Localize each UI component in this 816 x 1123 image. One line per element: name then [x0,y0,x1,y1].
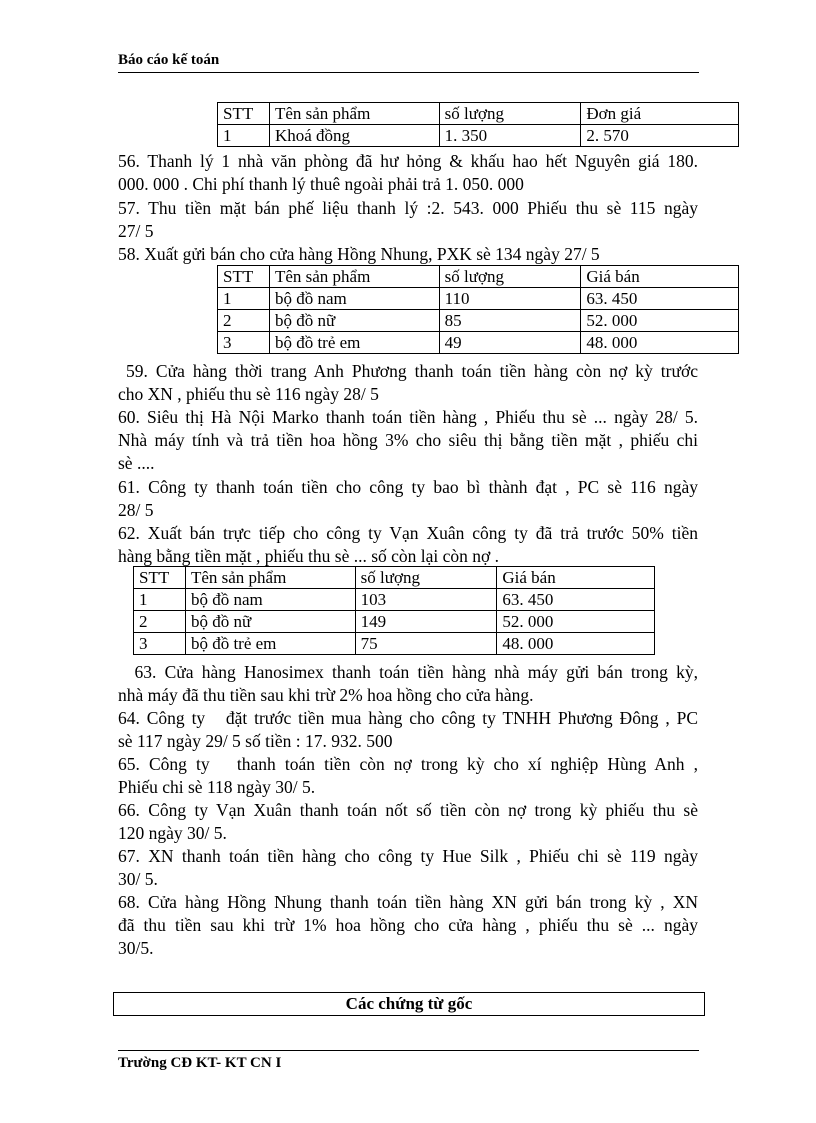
item-58-line-1: 58. Xuất gửi bán cho cửa hàng Hồng Nhung, PXK sè 134 ngày 27/ 5 [118,244,600,264]
item-67-line-1: 67. XN thanh toán tiền hàng cho công ty Hue Silk , Phiếu chi sè 119 ngày [118,846,698,866]
table-header-cell: STT [218,103,270,125]
table-cell: 63. 450 [581,288,739,310]
table-row [218,310,739,332]
table-cell: 149 [355,611,497,633]
table-cell: 2 [218,310,270,332]
item-62-line-2: hàng bằng tiền mặt , phiếu thu sè ... số còn lại còn nợ . [118,546,500,566]
item-61-line-1: 61. Công ty thanh toán tiền cho công ty bao bì thành đạt , PC sè 116 ngày [118,477,698,497]
item-68-line-2: đã thu tiền sau khi trừ 1% hoa hồng cho cửa hàng , phiếu thu sè ... ngày [118,915,698,935]
table-row [134,589,655,611]
table-header-cell: số lượng [355,567,497,589]
item-60-line-1: 60. Siêu thị Hà Nội Marko thanh toán tiền hàng , Phiếu thu sè ... ngày 28/ 5. [118,407,698,427]
table-header-row [134,567,655,589]
table-cell: 48. 000 [581,332,739,354]
table-cell: 1 [134,589,186,611]
table-row [134,611,655,633]
table-cell: 103 [355,589,497,611]
table-cell: 3 [218,332,270,354]
table-cell: 63. 450 [497,589,655,611]
table-cell: 52. 000 [497,611,655,633]
item-57-line-2: 27/ 5 [118,221,154,241]
item-63-line-1: 63. Cửa hàng Hanosimex thanh toán tiền hàng nhà máy gửi bán trong kỳ, [118,662,698,682]
item-57-line-1: 57. Thu tiền mặt bán phế liệu thanh lý :2. 543. 000 Phiếu thu sè 115 ngày [118,198,698,218]
table-cell: bộ đồ trẻ em [269,332,439,354]
header-rule [118,72,699,73]
table-row [218,332,739,354]
table-row [218,125,739,147]
item-60-line-3: sè .... [118,453,155,473]
item-66-line-1: 66. Công ty Vạn Xuân thanh toán nốt số tiền còn nợ trong kỳ phiếu thu sè [118,800,698,820]
product-table-2 [217,265,739,354]
table-header-cell: Tên sản phẩm [185,567,355,589]
table-row [134,633,655,655]
table-cell: 1. 350 [439,125,581,147]
item-65-line-2: Phiếu chi sè 118 ngày 30/ 5. [118,777,316,797]
table-cell: 2 [134,611,186,633]
product-table-3 [133,566,655,655]
table-cell: 2. 570 [581,125,739,147]
item-68-line-1: 68. Cửa hàng Hồng Nhung thanh toán tiền hàng XN gửi bán trong kỳ , XN [118,892,698,912]
item-63-line-2: nhà máy đã thu tiền sau khi trừ 2% hoa hồng cho cửa hàng. [118,685,534,705]
table-header-row [218,103,739,125]
page-header: Báo cáo kế toán [118,52,220,68]
table-header-cell: Tên sản phẩm [269,103,439,125]
table-cell: 49 [439,332,581,354]
table-cell: bộ đồ trẻ em [185,633,355,655]
section-title-box: Các chứng từ gốc [113,992,705,1016]
table-header-cell: Giá bán [581,266,739,288]
table-cell: 52. 000 [581,310,739,332]
table-cell: 48. 000 [497,633,655,655]
item-68-line-3: 30/5. [118,938,154,958]
page-footer: Trường CĐ KT- KT CN I [118,1055,282,1071]
table-cell: 110 [439,288,581,310]
table-header-cell: Giá bán [497,567,655,589]
item-59-line-1: 59. Cửa hàng thời trang Anh Phương thanh toán tiền hàng còn nợ kỳ trước [118,361,698,381]
item-61-line-2: 28/ 5 [118,500,154,520]
item-56-line-2: 000. 000 . Chi phí thanh lý thuê ngoài phải trả 1. 050. 000 [118,174,524,194]
table-row [218,288,739,310]
table-header-row [218,266,739,288]
item-64-line-1: 64. Công ty đặt trước tiền mua hàng cho công ty TNHH Phương Đông , PC [118,708,698,728]
table-header-cell: số lượng [439,266,581,288]
table-cell: 1 [218,288,270,310]
table-cell: 3 [134,633,186,655]
table-cell: bộ đồ nữ [269,310,439,332]
table-cell: 1 [218,125,270,147]
table-header-cell: STT [134,567,186,589]
product-table-1 [217,102,739,147]
table-cell: 75 [355,633,497,655]
table-cell: bộ đồ nam [185,589,355,611]
item-60-line-2: Nhà máy tính và trả tiền hoa hồng 3% cho siêu thị bằng tiền mặt , phiếu chi [118,430,698,450]
item-66-line-2: 120 ngày 30/ 5. [118,823,227,843]
item-67-line-2: 30/ 5. [118,869,158,889]
table-cell: 85 [439,310,581,332]
footer-rule [118,1050,699,1051]
item-59-line-2: cho XN , phiếu thu sè 116 ngày 28/ 5 [118,384,379,404]
item-64-line-2: sè 117 ngày 29/ 5 số tiền : 17. 932. 500 [118,731,393,751]
table-header-cell: STT [218,266,270,288]
item-62-line-1: 62. Xuất bán trực tiếp cho công ty Vạn Xuân công ty đã trả trước 50% tiền [118,523,698,543]
table-cell: Khoá đồng [269,125,439,147]
table-cell: bộ đồ nam [269,288,439,310]
item-56-line-1: 56. Thanh lý 1 nhà văn phòng đã hư hỏng & khấu hao hết Nguyên giá 180. [118,151,698,171]
table-header-cell: Tên sản phẩm [269,266,439,288]
item-65-line-1: 65. Công ty thanh toán tiền còn nợ trong kỳ cho xí nghiệp Hùng Anh , [118,754,698,774]
table-cell: bộ đồ nữ [185,611,355,633]
table-header-cell: Đơn giá [581,103,739,125]
table-header-cell: số lượng [439,103,581,125]
